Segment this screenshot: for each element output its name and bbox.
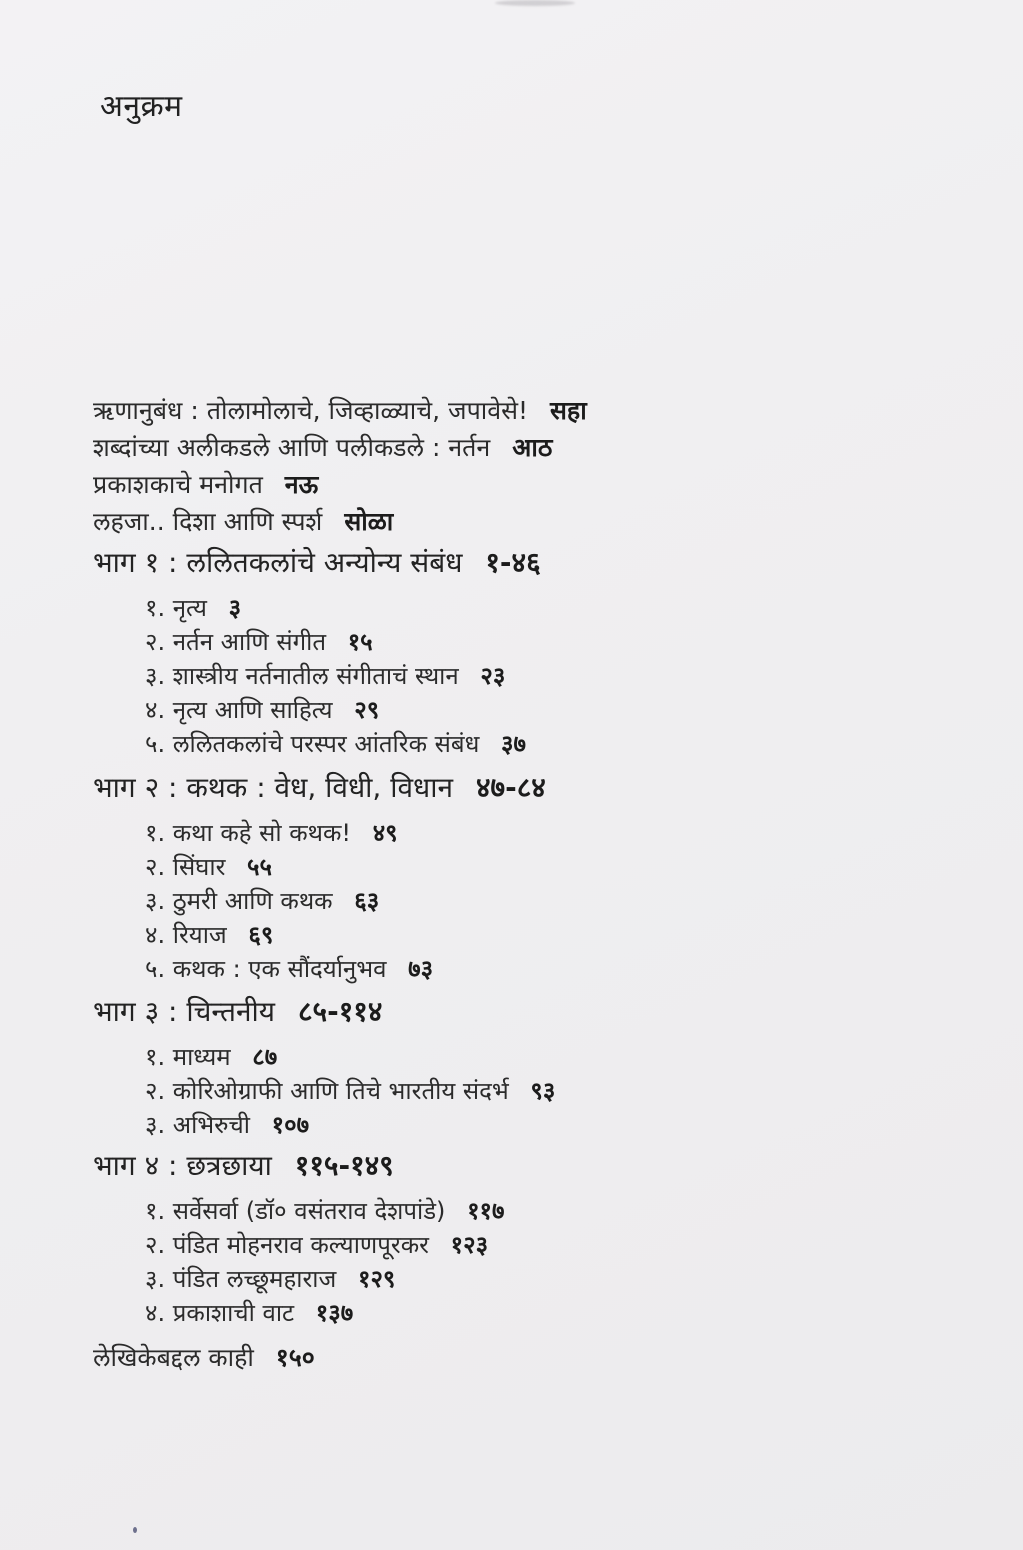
toc-entry-page: सोळा [344, 507, 394, 536]
toc-entry-text: ३. अभिरुची [145, 1111, 250, 1139]
section-heading-text: भाग १ : ललितकलांचे अन्योन्य संबंध [93, 546, 463, 579]
toc-entry-text: २. सिंघार [145, 853, 226, 881]
toc-entry-page: ७३ [408, 955, 434, 983]
section-items [145, 816, 546, 986]
toc-entry [145, 591, 541, 625]
section-heading-text: भाग ३ : चिन्तनीय [93, 995, 276, 1028]
section-part-3 [93, 992, 555, 1142]
toc-entry-page: आठ [512, 433, 553, 462]
toc-entry [145, 1262, 505, 1296]
toc-entry-text: ४. नृत्य आणि साहित्य [145, 696, 333, 724]
toc-entry-page: ३७ [500, 730, 526, 758]
toc-entry [145, 1194, 505, 1228]
toc-entry-page: १२३ [450, 1231, 489, 1259]
toc-entry [145, 1040, 555, 1074]
toc-entry [145, 1296, 505, 1330]
footer-entry [93, 1340, 315, 1374]
section-heading [93, 992, 555, 1032]
toc-entry-text: ३. शास्त्रीय नर्तनातील संगीताचं स्थान [145, 662, 459, 690]
toc-entry [93, 503, 587, 540]
toc-entry-text: १. नृत्य [145, 594, 207, 622]
section-heading [93, 768, 546, 808]
toc-entry-text: ३. पंडित लच्छूमहाराज [145, 1265, 337, 1293]
toc-entry-text: शब्दांच्या अलीकडले आणि पलीकडले : नर्तन [93, 433, 491, 462]
toc-entry-text: १. माध्यम [145, 1043, 231, 1071]
toc-entry-text: प्रकाशकाचे मनोगत [93, 470, 263, 499]
toc-entry-page: ५५ [247, 853, 273, 881]
toc-entry-text: लेखिकेबद्दल काही [93, 1343, 254, 1372]
toc-entry-page: ११७ [467, 1197, 505, 1225]
toc-entry-page: १०७ [271, 1111, 310, 1139]
section-part-1 [93, 543, 541, 761]
toc-entry [145, 727, 541, 761]
toc-entry-page: सहा [550, 396, 587, 425]
toc-entry-page: २३ [480, 662, 506, 690]
toc-entry-text: २. कोरिओग्राफी आणि तिचे भारतीय संदर्भ [145, 1077, 509, 1105]
front-matter [93, 392, 587, 540]
toc-entry-text: लहजा.. दिशा आणि स्पर्श [93, 507, 323, 536]
section-items [145, 1040, 555, 1142]
toc-entry [93, 392, 587, 429]
toc-entry-text: १. सर्वेसर्वा (डॉ० वसंतराव देशपांडे) [145, 1197, 446, 1225]
toc-entry [145, 816, 546, 850]
toc-entry-page: १२९ [357, 1265, 396, 1293]
toc-entry-text: ३. ठुमरी आणि कथक [145, 887, 333, 915]
toc-entry [145, 625, 541, 659]
toc-entry-text: ४. प्रकाशाची वाट [145, 1299, 295, 1327]
section-part-4 [93, 1146, 505, 1330]
section-items [145, 591, 541, 761]
section-page-range: ८५-११४ [297, 995, 383, 1028]
ink-speck [133, 1527, 137, 1533]
toc-entry [145, 1108, 555, 1142]
toc-entry-page: १५ [347, 628, 373, 656]
toc-entry-page: ६३ [354, 887, 380, 915]
toc-entry-text: २. पंडित मोहनराव कल्याणपूरकर [145, 1231, 429, 1259]
toc-entry-page: १५० [275, 1343, 315, 1372]
toc-entry-page: ६९ [248, 921, 274, 949]
page-title: अनुक्रम [100, 89, 183, 124]
section-page-range: १-४६ [485, 546, 541, 579]
section-page-range: ४७-८४ [475, 771, 546, 804]
section-part-2 [93, 768, 546, 986]
scan-smudge [495, 0, 575, 6]
toc-entry-page: १३७ [315, 1299, 354, 1327]
toc-entry-page: २९ [354, 696, 380, 724]
toc-entry [145, 1074, 555, 1108]
section-page-range: ११५-१४९ [294, 1149, 394, 1182]
section-heading [93, 543, 541, 583]
toc-entry [145, 693, 541, 727]
section-heading-text: भाग ४ : छत्रछाया [93, 1149, 272, 1182]
toc-entry [145, 884, 546, 918]
toc-entry [93, 429, 587, 466]
toc-entry [93, 466, 587, 503]
toc-entry-page: ९३ [530, 1077, 556, 1105]
toc-entry-text: ऋणानुबंध : तोलामोलाचे, जिव्हाळ्याचे, जपावेसे! [93, 396, 529, 425]
toc-entry [145, 850, 546, 884]
toc-entry-page: ८७ [252, 1043, 278, 1071]
toc-entry-text: १. कथा कहे सो कथक! [145, 819, 352, 847]
toc-entry-text: २. नर्तन आणि संगीत [145, 628, 327, 656]
toc-entry-page: ३ [228, 594, 242, 622]
section-items [145, 1194, 505, 1330]
toc-entry-page: नऊ [284, 470, 319, 499]
section-heading-text: भाग २ : कथक : वेध, विधी, विधान [93, 771, 454, 804]
toc-entry-text: ५. कथक : एक सौंदर्यानुभव [145, 955, 387, 983]
toc-entry-text: ४. रियाज [145, 921, 227, 949]
section-heading [93, 1146, 505, 1186]
toc-entry [145, 952, 546, 986]
toc-entry [145, 1228, 505, 1262]
toc-entry-text: ५. ललितकलांचे परस्पर आंतरिक संबंध [145, 730, 480, 758]
toc-entry [145, 918, 546, 952]
toc-entry [145, 659, 541, 693]
toc-entry-page: ४९ [372, 819, 398, 847]
